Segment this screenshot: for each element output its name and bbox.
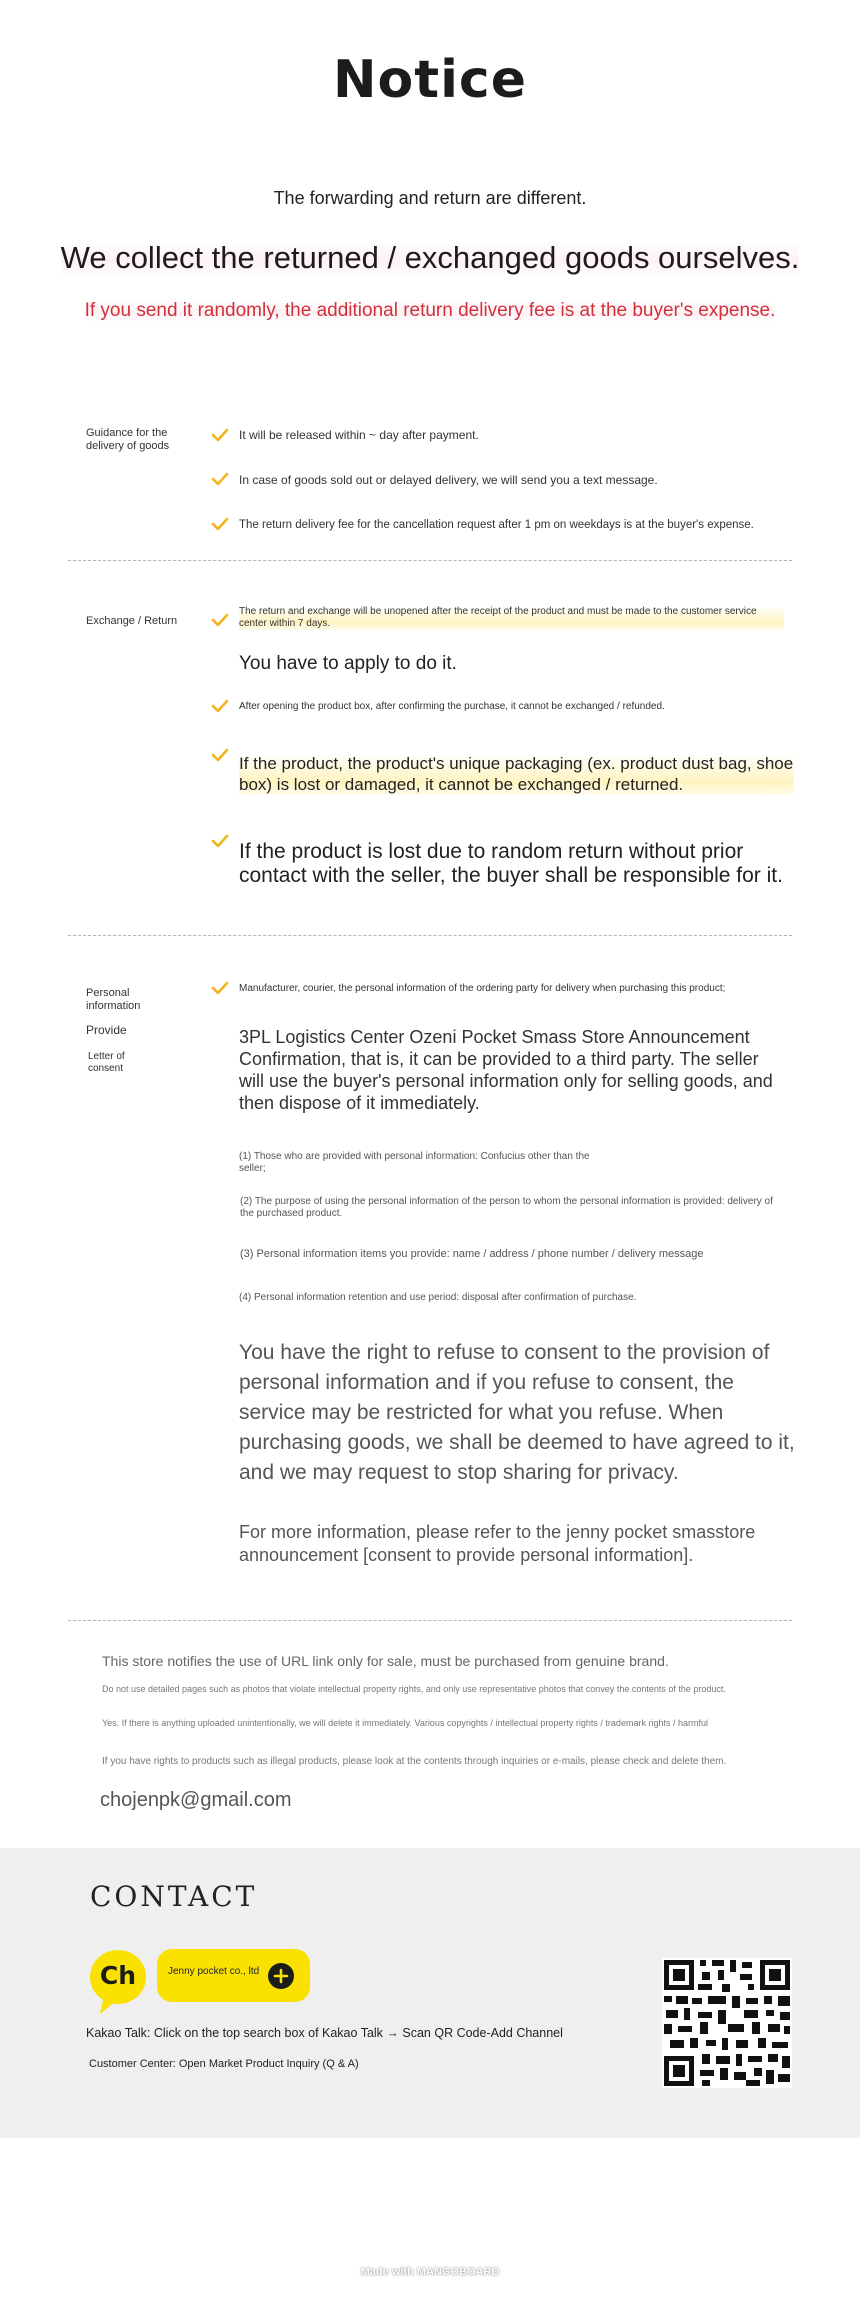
store-notice-4: If you have rights to products such as illegal products, please look at the contents through inquiries or e-mails, please check and delete them. [102, 1756, 727, 1767]
personal-label-consent: Letter of consent [88, 1051, 125, 1074]
kakao-channel-name: Jenny pocket co., ltd [168, 1966, 260, 1977]
kakao-instructions: Kakao Talk: Click on the top search box of Kakao Talk → Scan QR Code-Add Channel [86, 2026, 563, 2040]
exchange-item-2: After opening the product box, after confirming the purchase, it cannot be exchanged / refunded. [239, 701, 665, 712]
exchange-item-3: If the product, the product's unique packaging (ex. product dust bag, shoe box) is lost or damaged, it cannot be exchanged / returned. [239, 754, 794, 794]
section-divider [68, 1620, 792, 1621]
notice-line-3 [0, 300, 860, 322]
guidance-item-3: The return delivery fee for the cancellation request after 1 pm on weekdays is at the buyer's expense. [239, 519, 754, 531]
exchange-label: Exchange / Return [86, 615, 178, 627]
personal-item-1: Manufacturer, courier, the personal information of the ordering party for delivery when purchasing this product; [239, 983, 726, 994]
check-icon [211, 981, 229, 995]
check-icon [211, 834, 229, 848]
made-with-footer: Made with MANGOBOARD [360, 2266, 500, 2278]
check-icon [211, 748, 229, 762]
personal-label: Personal information [86, 987, 141, 1012]
store-notice-1: This store notifies the use of URL link only for sale, must be purchased from genuine brand. [102, 1653, 669, 1669]
section-divider [68, 935, 792, 936]
personal-point-2: (2) The purpose of using the personal information of the person to whom the personal information is provided: delivery of the purchased product. [240, 1196, 773, 1219]
guidance-item-2: In case of goods sold out or delayed delivery, we will send you a text message. [239, 473, 658, 487]
store-notice-2: Do not use detailed pages such as photos that violate intellectual property rights, and only use representative photos that convey the contents of the product. [102, 1684, 726, 1694]
exchange-item-1-note: You have to apply to do it. [239, 653, 457, 674]
personal-point-3: (3) Personal information items you provide: name / address / phone number / delivery message [240, 1248, 704, 1260]
check-icon [211, 472, 229, 486]
page-title: Notice [332, 50, 528, 110]
check-icon [211, 517, 229, 531]
personal-point-4: (4) Personal information retention and use period: disposal after confirmation of purchase. [239, 1292, 637, 1303]
store-notice-3: Yes. If there is anything uploaded unintentionally, we will delete it immediately. Various copyrights / intellectual property rights / trademark rights / harmful [102, 1718, 708, 1728]
notice-line-2-text: We collect the returned / exchanged goods ourselves. [60, 240, 800, 275]
section-divider [68, 560, 792, 561]
check-icon [211, 428, 229, 442]
contact-title: CONTACT [90, 1880, 258, 1913]
plus-circle-icon [267, 1962, 295, 1990]
guidance-item-1: It will be released within ~ day after payment. [239, 428, 479, 442]
guidance-label: Guidance for the delivery of goods [86, 427, 170, 452]
store-email[interactable]: chojenpk@gmail.com [100, 1789, 292, 1811]
personal-point-1: (1) Those who are provided with personal information: Confucius other than the seller; [239, 1151, 590, 1174]
personal-more-info: For more information, please refer to the jenny pocket smasstore announcement [consent to provide personal information]. [239, 1522, 756, 1565]
notice-line-2 [0, 240, 860, 276]
notice-line-3-text: If you send it randomly, the additional return delivery fee is at the buyer's expense. [84, 300, 776, 321]
personal-label-provide: Provide [86, 1023, 127, 1037]
check-icon [211, 613, 229, 627]
personal-item-1-body: 3PL Logistics Center Ozeni Pocket Smass Store Announcement Confirmation, that is, it can be provided to a third party. The seller will use the buyer's personal information only for selling goods, and then dispose of it immediately. [239, 1027, 773, 1113]
exchange-item-4: If the product is lost due to random return without prior contact with the seller, the buyer shall be responsible for it. [239, 840, 783, 887]
exchange-item-1: The return and exchange will be unopened after the receipt of the product and must be made to the customer service center within 7 days. [239, 606, 784, 630]
kakao-channel-button[interactable] [157, 1949, 310, 2002]
check-icon [211, 699, 229, 713]
kakao-ch-text: Ch [99, 1961, 137, 1990]
personal-refuse-text: You have the right to refuse to consent to the provision of personal information and if you refuse to consent, the service may be restricted for what you refuse. When purchasing goods, we shall be deemed to have agreed to it, and we may request to stop sharing for privacy. [239, 1341, 795, 1484]
qr-code-icon[interactable] [662, 1958, 792, 2088]
kakao-channel-logo [88, 1948, 148, 2018]
customer-center: Customer Center: Open Market Product Inquiry (Q & A) [89, 2058, 359, 2070]
notice-line-1: The forwarding and return are different. [273, 188, 587, 208]
